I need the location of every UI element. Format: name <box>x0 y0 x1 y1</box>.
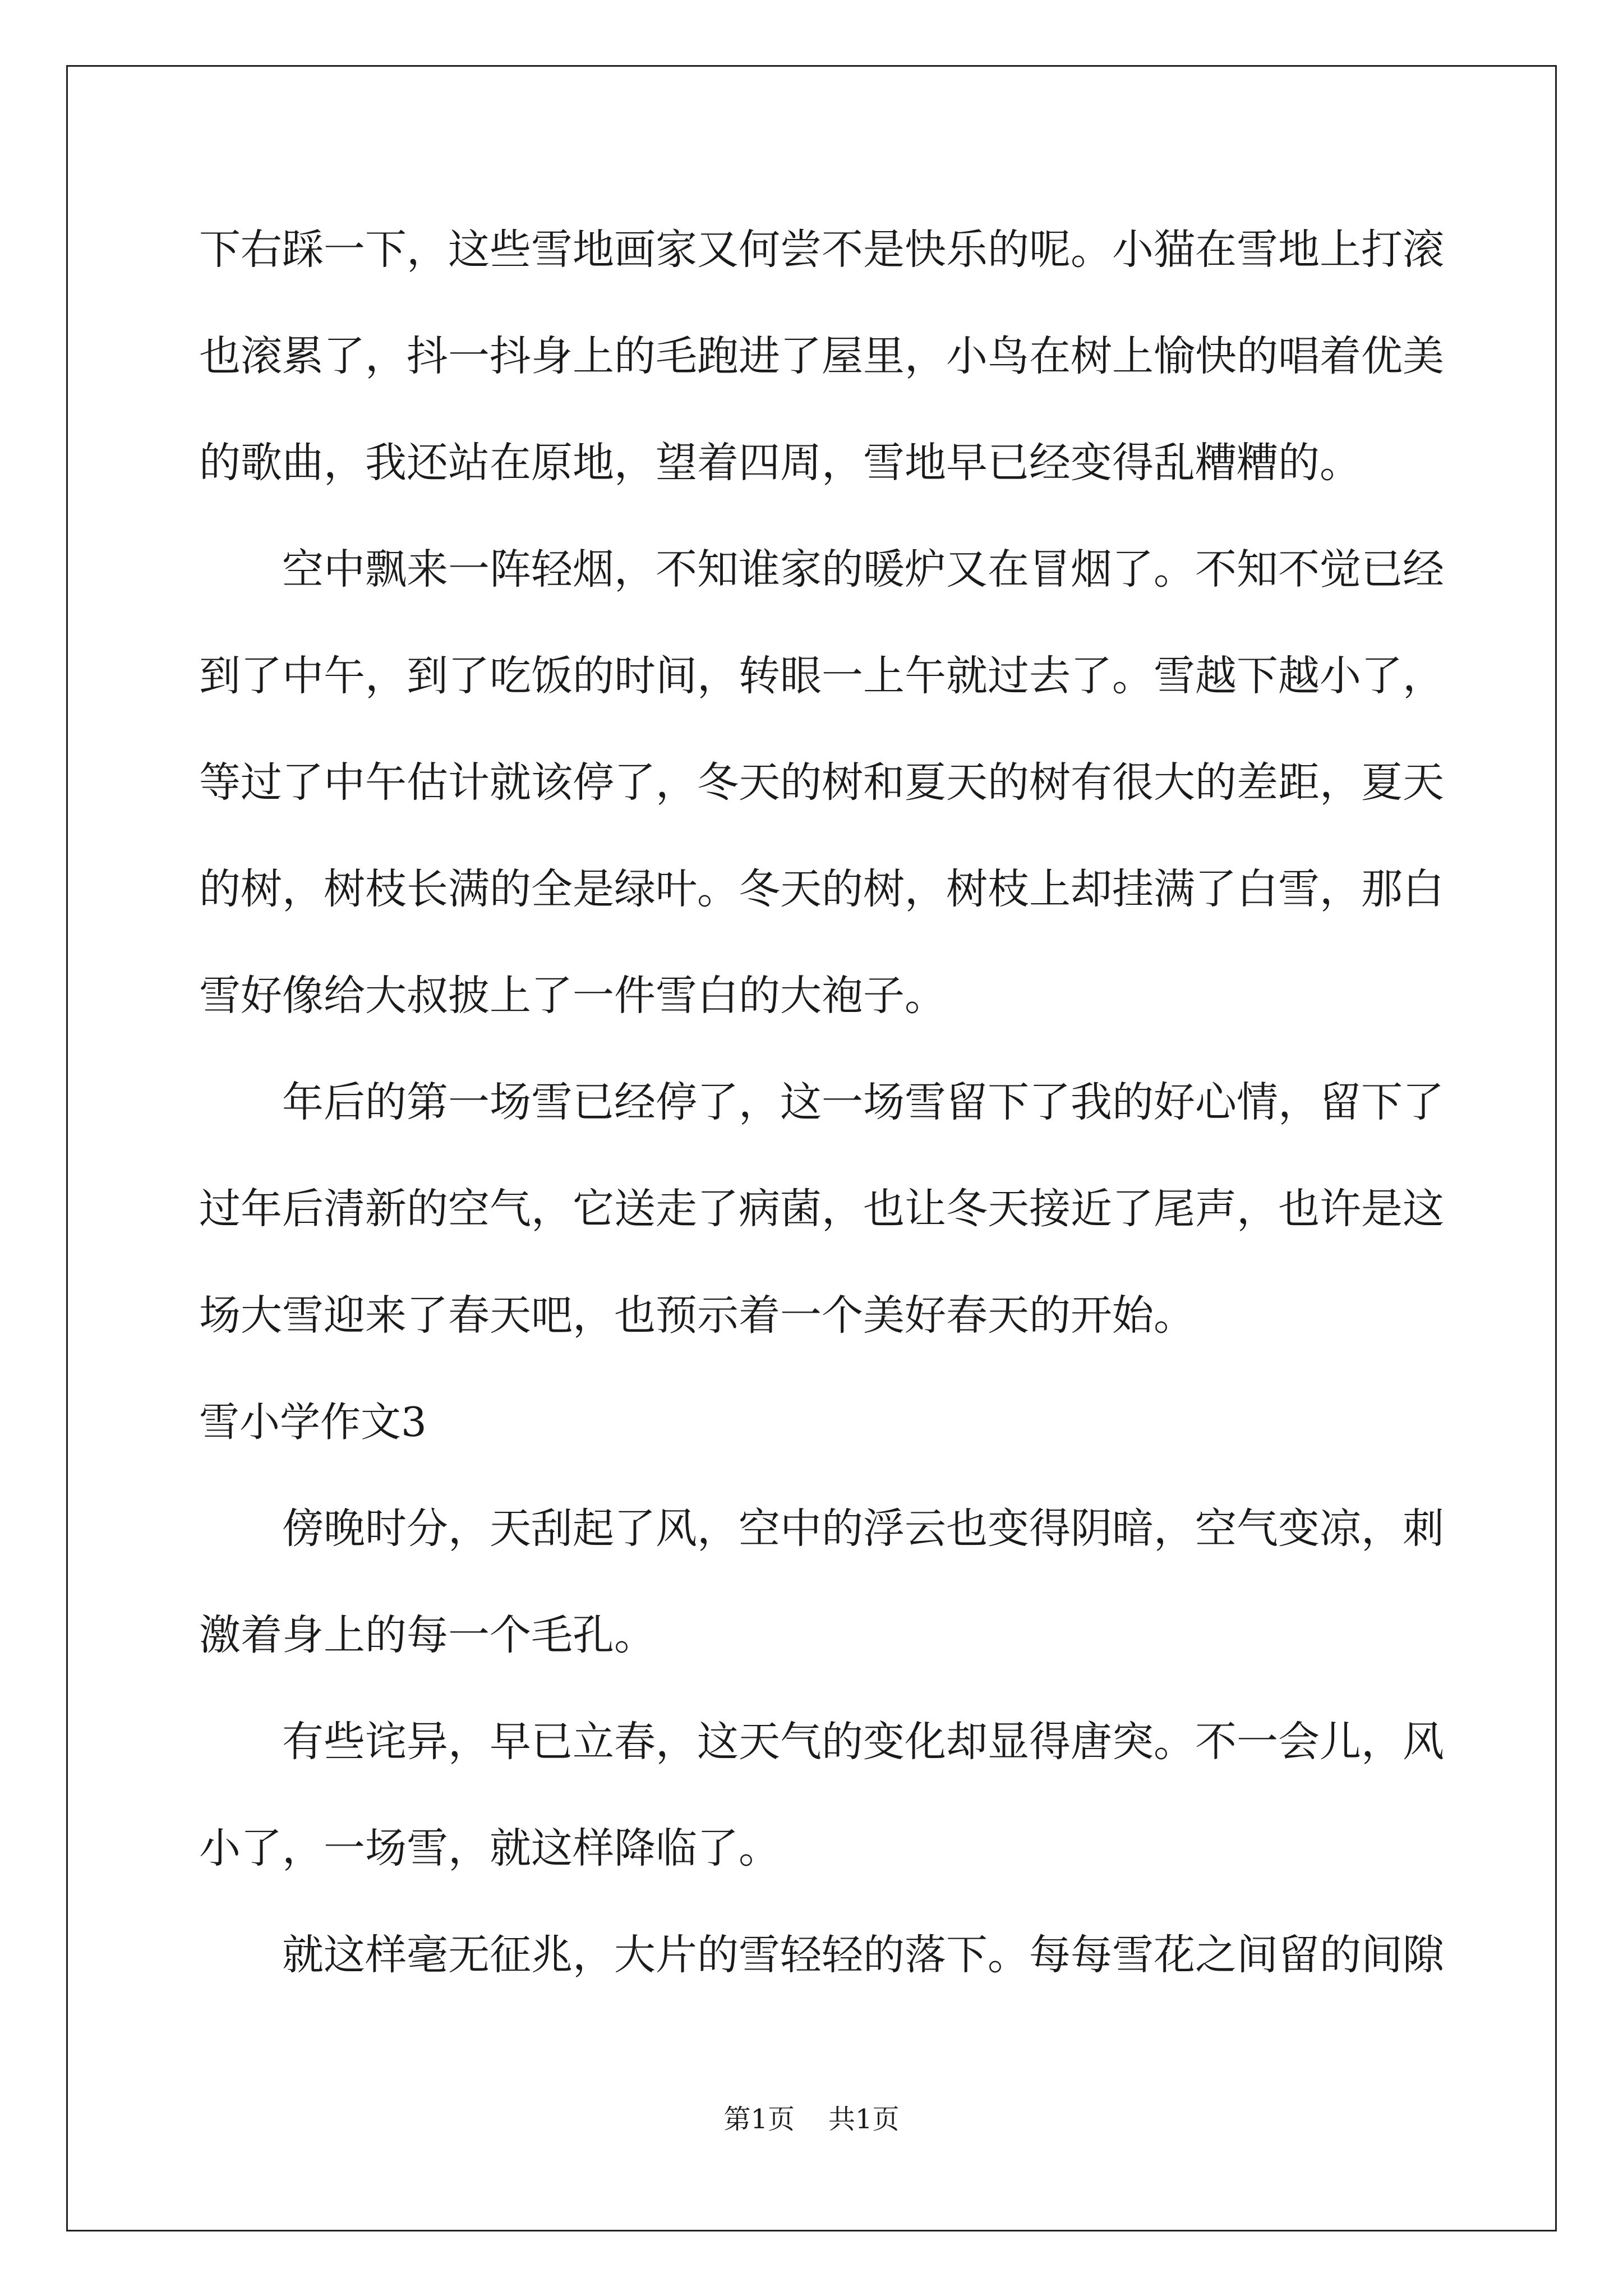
text-line: 空中飘来一阵轻烟，不知谁家的暖炉又在冒烟了。不知不觉已经 <box>282 545 1444 593</box>
page-total: 共1页 <box>828 2104 900 2135</box>
text-line: 场大雪迎来了春天吧，也预示着一个美好春天的开始。 <box>199 1291 1195 1340</box>
text-line: 激着身上的每一个毛孔。 <box>199 1611 656 1659</box>
text-line: 到了中午，到了吃饭的时间，转眼一上午就过去了。雪越下越小了， <box>199 652 1444 700</box>
text-line: 的树，树枝长满的全是绿叶。冬天的树，树枝上却挂满了白雪，那白 <box>199 865 1444 913</box>
text-line: 傍晚时分，天刮起了风，空中的浮云也变得阴暗，空气变凉，刺 <box>282 1504 1444 1553</box>
section-heading: 雪小学作文3 <box>199 1398 427 1446</box>
text-line: 也滚累了，抖一抖身上的毛跑进了屋里，小鸟在树上愉快的唱着优美 <box>199 332 1444 380</box>
text-line: 就这样毫无征兆，大片的雪轻轻的落下。每每雪花之间留的间隙 <box>282 1931 1444 1979</box>
text-line: 小了，一场雪，就这样降临了。 <box>199 1824 780 1872</box>
text-line: 过年后清新的空气，它送走了病菌，也让冬天接近了尾声，也许是这 <box>199 1185 1444 1233</box>
text-line: 下右踩一下，这些雪地画家又何尝不是快乐的呢。小猫在雪地上打滚 <box>199 226 1444 274</box>
text-line: 年后的第一场雪已经停了，这一场雪留下了我的好心情，留下了 <box>282 1078 1444 1126</box>
page-footer <box>0 2102 1623 2136</box>
page-number: 第1页 <box>723 2104 795 2135</box>
text-line: 等过了中午估计就该停了，冬天的树和夏天的树有很大的差距，夏天 <box>199 758 1444 807</box>
text-line: 有些诧异，早已立春，这天气的变化却显得唐突。不一会儿，风 <box>282 1718 1444 1766</box>
document-body <box>199 213 1444 2025</box>
text-line: 雪好像给大叔披上了一件雪白的大袍子。 <box>199 972 946 1020</box>
text-line: 的歌曲，我还站在原地，望着四周，雪地早已经变得乱糟糟的。 <box>199 439 1361 487</box>
